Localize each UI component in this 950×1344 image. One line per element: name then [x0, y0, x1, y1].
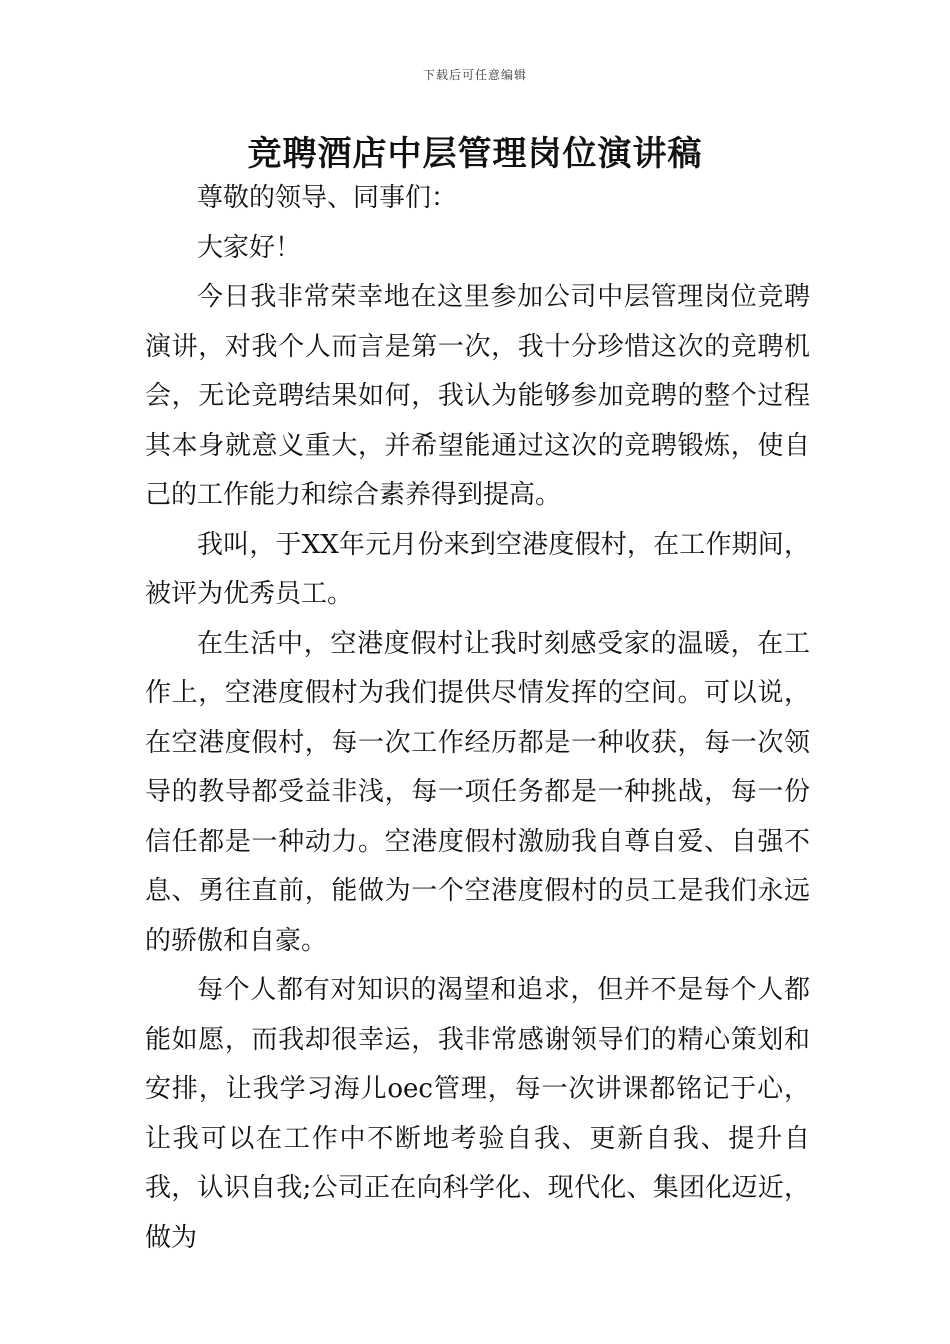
body-paragraph: 在生活中，空港度假村让我时刻感受家的温暖，在工作上，空港度假村为我们提供尽情发挥的空间。可以说，在空港度假村，每一次工作经历都是一种收获，每一次领导的教导都受益非浅，每一项任务都是一种挑战，每一份信任都是一种动力。空港度假村激励我自尊自爱、自强不息、勇往直前，能做为一个空港度假村的员工是我们永远的骄傲和自豪。: [145, 628, 810, 956]
header-note: 下载后可任意编辑: [422, 68, 527, 82]
body-paragraph: 今日我非常荣幸地在这里参加公司中层管理岗位竞聘演讲，对我个人而言是第一次，我十分珍惜这次的竞聘机会，无论竞聘结果如何，我认为能够参加竞聘的整个过程其本身就意义重大，并希望能通过这次的竞聘锻炼，使自己的工作能力和综合素养得到提高。: [145, 282, 810, 510]
body-paragraph: 每个人都有对知识的渴望和追求，但并不是每个人都能如愿，而我却很幸运，我非常感谢领导们的精心策划和安排，让我学习海儿oec管理，每一次讲课都铭记于心，让我可以在工作中不断地考验自我、更新自我、提升自我，认识自我;公司正在向科学化、现代化、集团化迈近，做为: [145, 975, 810, 1253]
document-title: 竞聘酒店中层管理岗位演讲稿: [247, 134, 703, 174]
body-paragraph: 我叫，于XX年元月份来到空港度假村，在工作期间，被评为优秀员工。: [145, 529, 810, 609]
salutation-paragraph: 尊敬的领导、同事们：: [197, 183, 458, 213]
greeting-paragraph: 大家好！: [197, 232, 302, 263]
document-body: [145, 174, 810, 1263]
